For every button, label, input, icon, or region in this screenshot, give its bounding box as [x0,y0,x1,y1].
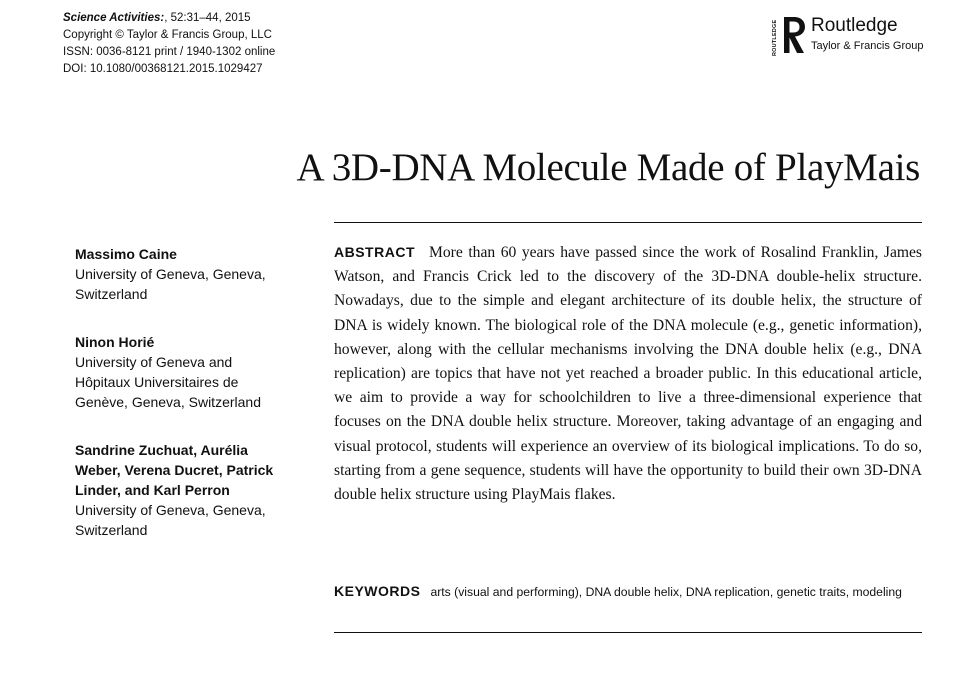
author-name: Massimo Caine [75,246,177,262]
citation-line [63,10,275,27]
article-title: A 3D-DNA Molecule Made of PlayMais [296,146,920,189]
abstract [334,240,922,507]
author-entry [75,244,325,304]
keywords-text: arts (visual and performing), DNA double helix, DNA replication, genetic traits, modeling [430,585,902,599]
keywords-heading: KEYWORDS [334,583,421,599]
author-entry [75,332,325,412]
keywords-divider [334,632,922,633]
issn-line: ISSN: 0036-8121 print / 1940-1302 online [63,46,276,58]
title-divider [334,222,922,223]
abstract-heading: ABSTRACT [334,244,415,260]
author-name: Linder, and Karl Perron [75,482,230,498]
author-affiliation: Hôpitaux Universitaires de [75,374,239,390]
copyright-line: Copyright © Taylor & Francis Group, LLC [63,29,272,41]
publisher-name: Routledge [811,15,898,36]
publisher-brand [772,14,932,56]
doi-line: DOI: 10.1080/00368121.2015.1029427 [63,63,263,75]
author-list [75,244,325,540]
author-affiliation: Genève, Geneva, Switzerland [75,394,261,410]
author-affiliation: University of Geneva, Geneva, [75,502,266,518]
author-entry [75,440,325,540]
author-name: Ninon Horié [75,334,155,350]
citation-details: , 52:31–44, 2015 [164,12,251,24]
abstract-text: More than 60 years have passed since the work of Rosalind Franklin, James Watson, and Francis Crick led to the discovery of the 3D-DNA double-helix structure. Nowadays, due to the simple and elegant architecture of its double helix, the structure of DNA is widely known. The biological role of the DNA molecule (e.g., genetic information), however, along with the cellular mechanisms involving the DNA double helix (e.g., DNA replication) are topics that have not yet reached a broader public. In this educational article, we aim to provide a way for schoolchildren to live a three-dimensional experience that focuses on the DNA double helix structure. Moreover, taking advantage of an engaging and visual protocol, students will experience an overview of its biological implications. To do so, starting from a gene sequence, students will have the opportunity to build their own 3D-DNA double helix structure using PlayMais flakes. [334,244,922,504]
keywords [334,582,922,602]
journal-name: Science Activities: [63,12,165,24]
author-affiliation: Switzerland [75,522,148,538]
author-affiliation: Switzerland [75,286,148,302]
publisher-group: Taylor & Francis Group [811,40,924,52]
author-affiliation: University of Geneva, Geneva, [75,266,266,282]
author-name: Weber, Verena Ducret, Patrick [75,462,274,478]
routledge-r-logo-icon [781,14,807,56]
author-name: Sandrine Zuchuat, Aurélia [75,442,248,458]
author-affiliation: University of Geneva and [75,354,233,370]
journal-metadata [63,10,275,78]
publisher-stamp: ROUTLEDGE [772,19,778,56]
